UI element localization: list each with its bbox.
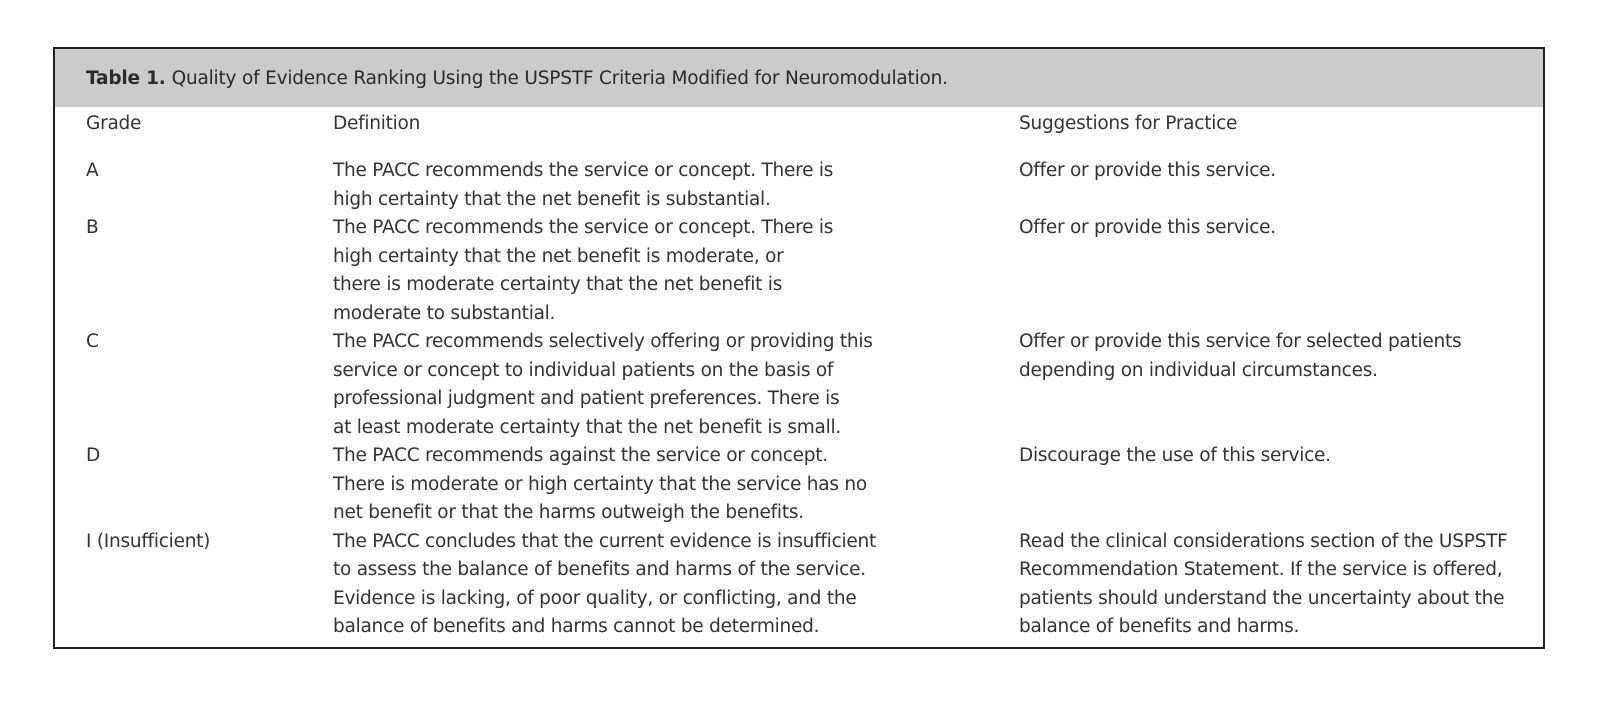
definition-cell: The PACC recommends the service or concept. There is high certainty that the net benefit is moderate, or there is moderate certainty that the net benefit is moderate to substantial. [333, 217, 834, 324]
grade-cell: I (Insufficient) [86, 530, 211, 552]
caption-text: Quality of Evidence Ranking Using the USPSTF Criteria Modified for Neuromodulation. [171, 67, 948, 89]
grade-cell: C [86, 331, 99, 352]
header-grade: Grade [86, 113, 142, 134]
suggestion-cell: Read the clinical considerations section of the USPSTF Recommendation Statement. If the service is offered, patients should understand the uncertainty about the balance of benefits and harms. [1019, 530, 1508, 637]
table-row [55, 214, 1543, 328]
table-row [55, 149, 1543, 214]
table-caption [55, 49, 1543, 107]
header-suggestions: Suggestions for Practice [1019, 113, 1238, 134]
grade-cell: A [86, 160, 99, 181]
grade-cell: B [86, 217, 99, 238]
definition-cell: The PACC concludes that the current evidence is insufficient to assess the balance of benefits and harms of the service. Evidence is lacking, of poor quality, or conflicting, and the balance of benefits and harms cannot be determined. [333, 530, 876, 637]
caption-label: Table 1. [86, 67, 166, 89]
definition-cell: The PACC recommends against the service or concept. There is moderate or high certainty that the service has no net benefit or that the harms outweigh the benefits. [333, 445, 867, 523]
header-row [55, 107, 1543, 149]
grade-cell: D [86, 445, 100, 466]
grades-table [55, 107, 1543, 642]
definition-cell: The PACC recommends the service or concept. There is high certainty that the net benefit is substantial. [333, 160, 834, 210]
definition-cell: The PACC recommends selectively offering or providing this service or concept to individual patients on the basis of professional judgment and patient preferences. There is at least moderate certainty that the net benefit is small. [333, 331, 873, 438]
suggestion-cell: Offer or provide this service. [1019, 160, 1276, 181]
header-definition: Definition [333, 113, 421, 134]
suggestion-cell: Offer or provide this service. [1019, 217, 1276, 238]
table-row [55, 442, 1543, 528]
suggestion-cell: Discourage the use of this service. [1019, 445, 1331, 466]
evidence-table [53, 47, 1545, 649]
table-row [55, 528, 1543, 642]
table-row [55, 328, 1543, 442]
suggestion-cell: Offer or provide this service for selected patients depending on individual circumstances. [1019, 331, 1462, 381]
